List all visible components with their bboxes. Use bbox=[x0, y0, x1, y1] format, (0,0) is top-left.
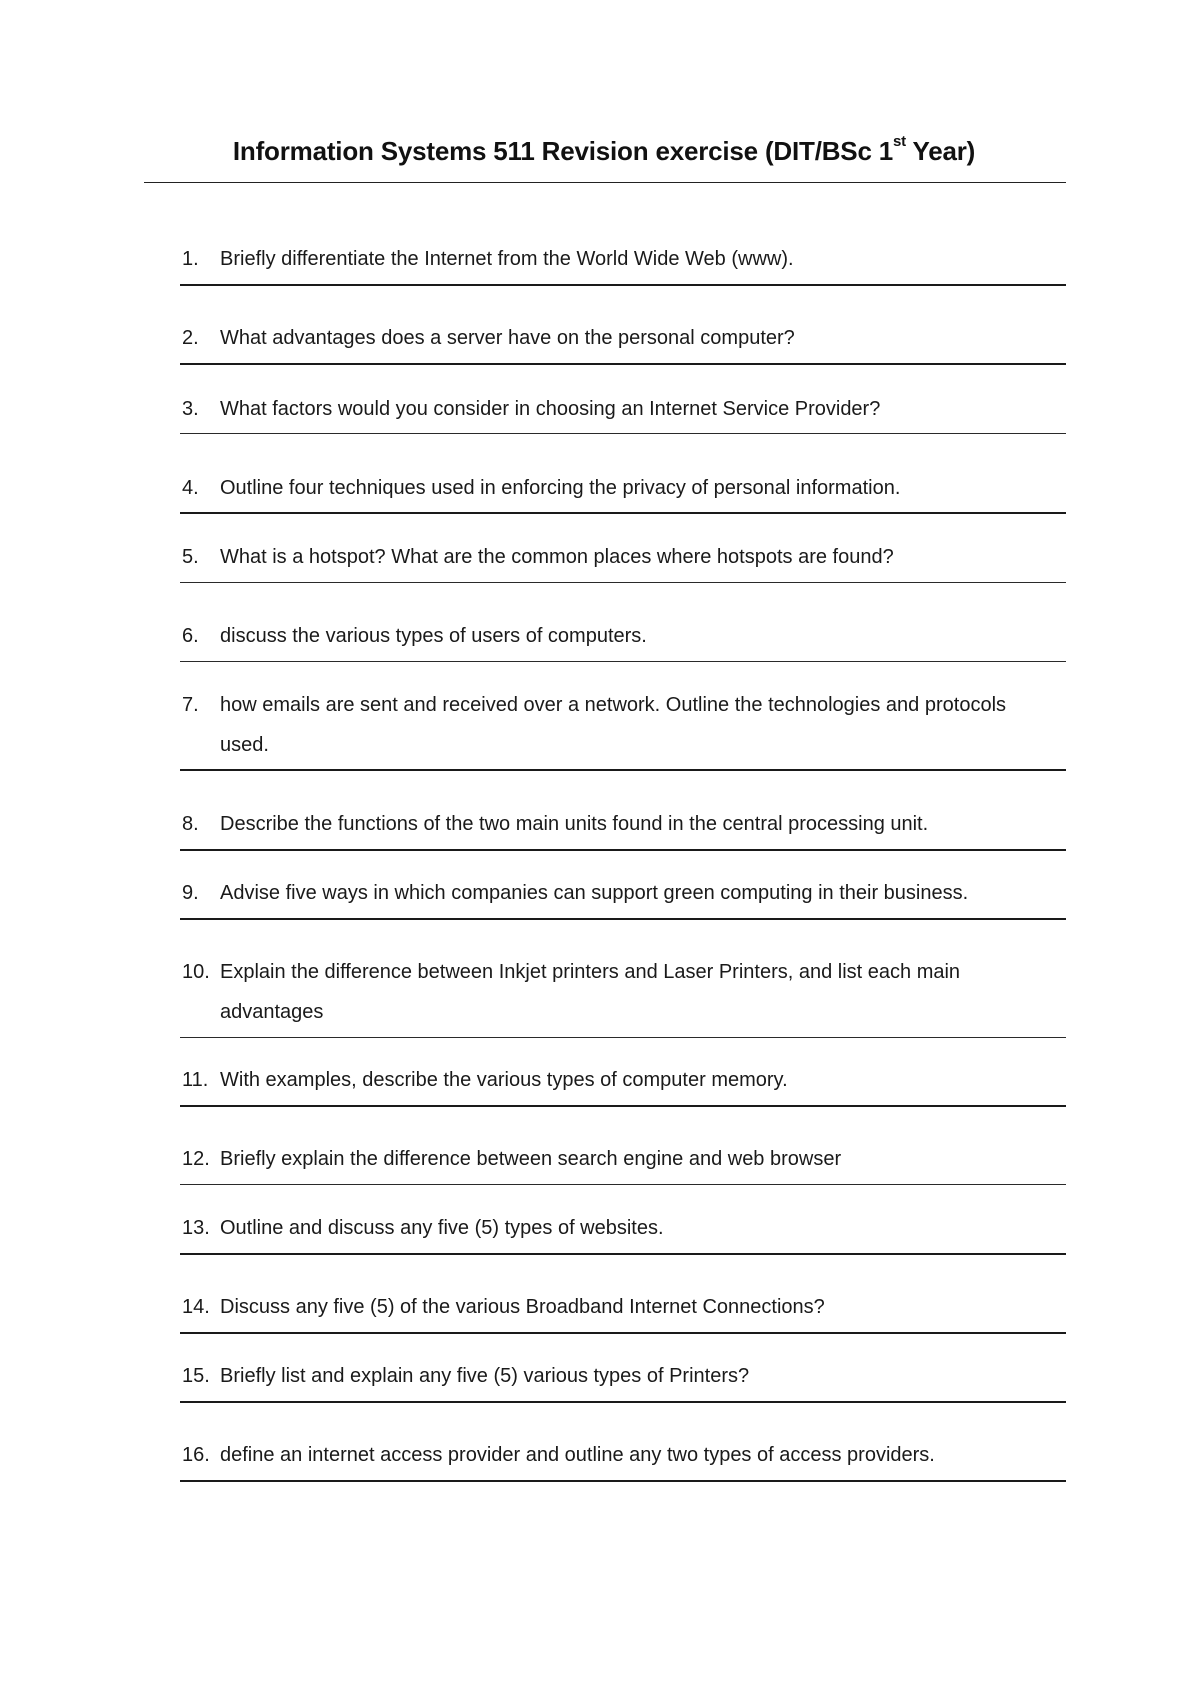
question-text: Explain the difference between Inkjet printers and Laser Printers, and list each main advantages bbox=[220, 961, 961, 1023]
question-text: Advise five ways in which companies can support green computing in their business. bbox=[220, 882, 969, 904]
answer-line bbox=[180, 661, 1066, 662]
answer-line bbox=[180, 1401, 1066, 1403]
question-text: Briefly differentiate the Internet from the World Wide Web (www). bbox=[220, 248, 794, 270]
question-text: Briefly list and explain any five (5) various types of Printers? bbox=[220, 1365, 750, 1387]
question-item bbox=[182, 685, 1082, 765]
question-number: 7. bbox=[182, 694, 199, 716]
question-number: 14. bbox=[182, 1296, 210, 1318]
title-main: Information Systems 511 Revision exercise (DIT/BSc 1 bbox=[232, 136, 893, 166]
answer-line bbox=[180, 1105, 1066, 1107]
question-number: 12. bbox=[182, 1148, 210, 1170]
question-text: What is a hotspot? What are the common places where hotspots are found? bbox=[220, 546, 894, 568]
question-text: define an internet access provider and outline any two types of access providers. bbox=[220, 1444, 935, 1466]
question-number: 4. bbox=[182, 477, 199, 499]
question-text: Briefly explain the difference between search engine and web browser bbox=[220, 1148, 842, 1170]
question-number: 6. bbox=[182, 625, 199, 647]
question-item bbox=[182, 952, 1082, 1032]
question-text: With examples, describe the various types of computer memory. bbox=[220, 1069, 788, 1091]
question-text: Outline four techniques used in enforcing the privacy of personal information. bbox=[220, 477, 901, 499]
question-item bbox=[182, 389, 1082, 429]
answer-line bbox=[180, 512, 1066, 514]
question-number: 1. bbox=[182, 248, 199, 270]
question-item bbox=[182, 468, 1082, 508]
question-text: What factors would you consider in choosing an Internet Service Provider? bbox=[220, 398, 881, 420]
answer-line bbox=[180, 363, 1066, 365]
question-text: how emails are sent and received over a network. Outline the technologies and protocols used. bbox=[220, 694, 1007, 756]
page-title bbox=[144, 133, 1064, 167]
answer-line bbox=[180, 769, 1066, 771]
answer-line bbox=[180, 1480, 1066, 1482]
question-item bbox=[182, 1060, 1082, 1100]
question-text: Discuss any five (5) of the various Broadband Internet Connections? bbox=[220, 1296, 825, 1318]
question-text: Describe the functions of the two main units found in the central processing unit. bbox=[220, 813, 929, 835]
answer-line bbox=[180, 918, 1066, 920]
question-number: 5. bbox=[182, 546, 199, 568]
question-item bbox=[182, 873, 1082, 913]
question-item bbox=[182, 1356, 1082, 1396]
title-end: Year) bbox=[905, 136, 976, 166]
answer-line bbox=[180, 1037, 1066, 1038]
question-item bbox=[182, 1139, 1082, 1179]
question-text: discuss the various types of users of computers. bbox=[220, 625, 647, 647]
answer-line bbox=[180, 1184, 1066, 1185]
question-item bbox=[182, 804, 1082, 844]
question-item bbox=[182, 318, 1082, 358]
question-text: What advantages does a server have on the personal computer? bbox=[220, 327, 795, 349]
answer-line bbox=[180, 1253, 1066, 1255]
question-item bbox=[182, 1208, 1082, 1248]
question-item bbox=[182, 1287, 1082, 1327]
question-item bbox=[182, 537, 1082, 577]
answer-line bbox=[180, 582, 1066, 583]
answer-line bbox=[180, 849, 1066, 851]
question-text: Outline and discuss any five (5) types of websites. bbox=[220, 1217, 664, 1239]
answer-line bbox=[180, 1332, 1066, 1334]
question-number: 16. bbox=[182, 1444, 210, 1466]
question-number: 3. bbox=[182, 398, 199, 420]
title-superscript: st bbox=[893, 133, 906, 150]
question-number: 15. bbox=[182, 1365, 210, 1387]
question-item bbox=[182, 616, 1082, 656]
question-number: 9. bbox=[182, 882, 199, 904]
question-number: 11. bbox=[182, 1069, 209, 1091]
question-number: 13. bbox=[182, 1217, 210, 1239]
question-number: 8. bbox=[182, 813, 199, 835]
question-number: 2. bbox=[182, 327, 199, 349]
question-item bbox=[182, 239, 1082, 279]
answer-line bbox=[180, 284, 1066, 286]
answer-line bbox=[180, 433, 1066, 434]
question-item bbox=[182, 1435, 1082, 1475]
title-underline bbox=[144, 182, 1066, 183]
question-number: 10. bbox=[182, 961, 210, 983]
